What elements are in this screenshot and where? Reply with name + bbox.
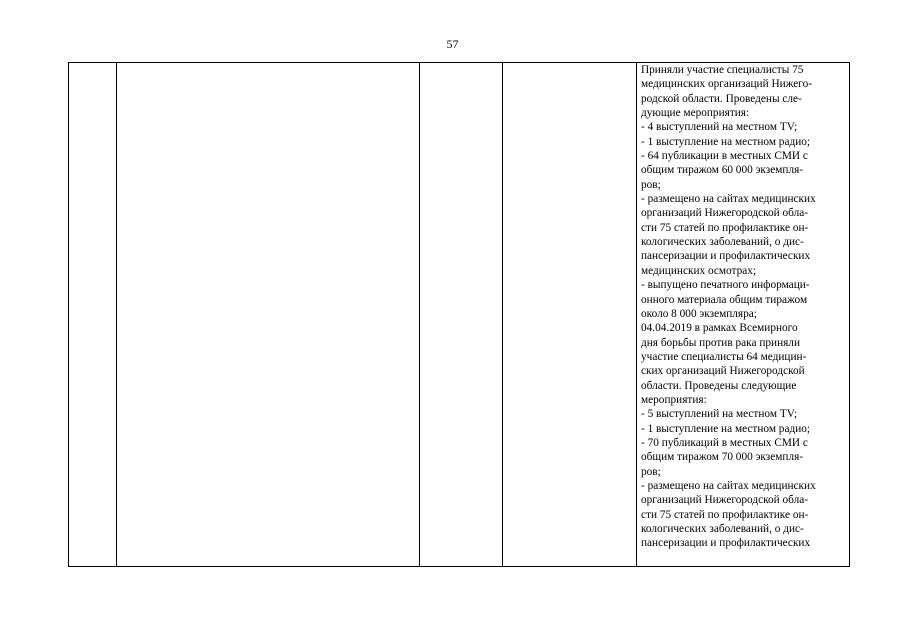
cell-line: родской области. Проведены сле- bbox=[641, 92, 802, 105]
cell-line: - размещено на сайтах медицинских bbox=[641, 479, 816, 492]
cell-line: около 8 000 экземпляра; bbox=[641, 307, 757, 320]
cell-line: дня борьбы против рака приняли bbox=[641, 336, 800, 349]
cell-line: Приняли участие специалисты 75 bbox=[641, 64, 804, 76]
cell-line: медицинских осмотрах; bbox=[641, 264, 757, 277]
cell-line: области. Проведены следующие bbox=[641, 379, 797, 392]
column-divider-4 bbox=[636, 63, 637, 566]
page-number: 57 bbox=[446, 37, 459, 51]
cell-line: сти 75 статей по профилактике он- bbox=[641, 221, 809, 234]
cell-line: общим тиражом 70 000 экземпля- bbox=[641, 451, 804, 464]
cell-line: общим тиражом 60 000 экземпля- bbox=[641, 164, 804, 177]
cell-line: - 70 публикаций в местных СМИ с bbox=[641, 436, 808, 449]
document-table bbox=[68, 62, 850, 567]
cell-line: - 1 выступление на местном радио; bbox=[641, 422, 811, 435]
column-divider-1 bbox=[116, 63, 117, 566]
cell-line: онного материала общим тиражом bbox=[641, 293, 808, 306]
cell-line: участие специалисты 64 медицин- bbox=[641, 350, 807, 363]
cell-line: мероприятия: bbox=[641, 393, 707, 406]
cell-line: организаций Нижегородской обла- bbox=[641, 207, 809, 220]
cell-line: - 5 выступлений на местном TV; bbox=[641, 408, 798, 421]
cell-line: дующие мероприятия: bbox=[641, 107, 750, 120]
column-divider-2 bbox=[419, 63, 420, 566]
cell-line: кологических заболеваний, о дис- bbox=[641, 236, 804, 249]
cell-line: - 64 публикации в местных СМИ с bbox=[641, 150, 808, 163]
cell-line: пансеризации и профилактических bbox=[641, 537, 811, 550]
cell-line: организаций Нижегородской обла- bbox=[641, 494, 809, 507]
cell-line: пансеризации и профилактических bbox=[641, 250, 811, 263]
cell-line: ров; bbox=[641, 465, 661, 478]
cell-line: ских организаций Нижегородской bbox=[641, 365, 805, 378]
column-divider-3 bbox=[502, 63, 503, 566]
table-cell-events-description bbox=[641, 63, 845, 551]
cell-line: 04.04.2019 в рамках Всемирного bbox=[641, 322, 798, 335]
cell-line: - выпущено печатного информаци- bbox=[641, 279, 810, 292]
cell-line: медицинских организаций Нижего- bbox=[641, 78, 813, 91]
cell-line: - 4 выступлений на местном TV; bbox=[641, 121, 798, 134]
cell-line: сти 75 статей по профилактике он- bbox=[641, 508, 809, 521]
cell-line: кологических заболеваний, о дис- bbox=[641, 523, 804, 535]
cell-line: - размещено на сайтах медицинских bbox=[641, 193, 816, 206]
cell-line: ров; bbox=[641, 178, 661, 191]
cell-line: - 1 выступление на местном радио; bbox=[641, 135, 811, 148]
